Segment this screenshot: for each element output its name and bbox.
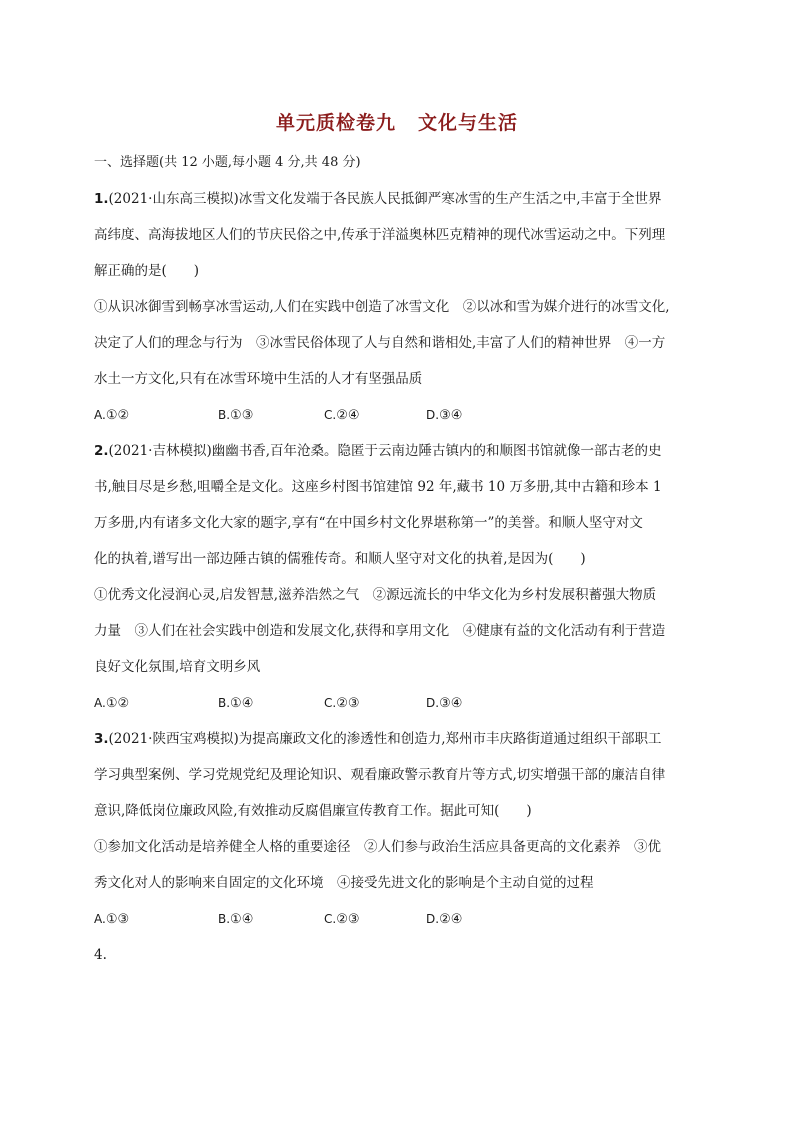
title-sub: 文化与生活: [418, 112, 519, 134]
option-d: D.③④: [426, 696, 463, 711]
option-a: A.①②: [94, 696, 130, 711]
title-main: 单元质检卷九: [275, 112, 396, 134]
question-4-line-1: [94, 946, 714, 964]
question-1-line-4: ①从识冰御雪到畅享冰雪运动,人们在实践中创造了冰雪文化 ②以冰和雪为媒介进行的冰雪文化,: [94, 299, 670, 315]
question-1-line-5: 决定了人们的理念与行为 ③冰雪民俗体现了人与自然和谐相处,丰富了人们的精神世界 ④一方: [94, 335, 666, 351]
question-2-line-2: 书,触目尽是乡愁,咀嚼全是文化。这座乡村图书馆建馆 92 年,藏书 10 万多册,其中古籍和珍本 1: [94, 479, 662, 495]
question-number: 1.: [94, 191, 109, 207]
question-2-line-7: 良好文化氛围,培育文明乡风: [94, 659, 261, 675]
option-b: B.①④: [218, 912, 254, 927]
question-3-line-4: ①参加文化活动是培养健全人格的重要途径 ②人们参与政治生活应具备更高的文化素养 ③优: [94, 839, 661, 855]
question-2-line-5: ①优秀文化浸润心灵,启发智慧,滋养浩然之气 ②源远流长的中华文化为乡村发展积蓄强大物质: [94, 587, 657, 603]
option-b: B.①③: [218, 408, 254, 423]
page-title: [0, 108, 794, 135]
question-number: 2.: [94, 443, 109, 459]
question-2-line-6: 力量 ③人们在社会实践中创造和发展文化,获得和享用文化 ④健康有益的文化活动有利于营造: [94, 623, 666, 639]
option-c: C.②③: [324, 696, 360, 711]
option-a: A.①③: [94, 912, 130, 927]
option-b: B.①④: [218, 696, 254, 711]
question-1-line-1: 1.(2021·山东高三模拟)冰雪文化发端于各民族人民抵御严寒冰雪的生产生活之中,丰富于全世界: [94, 191, 662, 207]
question-2-line-3: 万多册,内有诸多文化大家的题字,享有“在中国乡村文化界堪称第一”的美誉。和顺人坚守对文: [94, 515, 643, 531]
question-2-line-1: 2.(2021·吉林模拟)幽幽书香,百年沧桑。隐匿于云南边陲古镇内的和顺图书馆就像一部古老的史: [94, 443, 662, 459]
question-3-line-2: 学习典型案例、学习党规党纪及理论知识、观看廉政警示教育片等方式,切实增强干部的廉洁自律: [94, 767, 666, 783]
question-2-line-4: 化的执着,谱写出一部边陲古镇的儒雅传奇。和顺人坚守对文化的执着,是因为( ): [94, 551, 586, 567]
option-c: C.②④: [324, 408, 360, 423]
question-3-line-5: 秀文化对人的影响来自固定的文化环境 ④接受先进文化的影响是个主动自觉的过程: [94, 875, 594, 891]
section-heading: 一、选择题(共 12 小题,每小题 4 分,共 48 分): [94, 155, 361, 170]
question-number: 4.: [94, 947, 107, 963]
question-number: 3.: [94, 731, 109, 747]
question-1-line-6: 水土一方文化,只有在冰雪环境中生活的人才有坚强品质: [94, 371, 423, 387]
option-d: D.③④: [426, 408, 463, 423]
option-d: D.②④: [426, 912, 463, 927]
option-a: A.①②: [94, 408, 130, 423]
question-3-line-3: 意识,降低岗位廉政风险,有效推动反腐倡廉宣传教育工作。据此可知( ): [94, 803, 532, 819]
question-3-line-1: 3.(2021·陕西宝鸡模拟)为提高廉政文化的渗透性和创造力,郑州市丰庆路街道通过组织干部职工: [94, 731, 662, 747]
option-c: C.②③: [324, 912, 360, 927]
question-1-line-3: 解正确的是( ): [94, 263, 200, 279]
question-1-line-2: 高纬度、高海拔地区人们的节庆民俗之中,传承于洋溢奥林匹克精神的现代冰雪运动之中。下列理: [94, 227, 666, 243]
